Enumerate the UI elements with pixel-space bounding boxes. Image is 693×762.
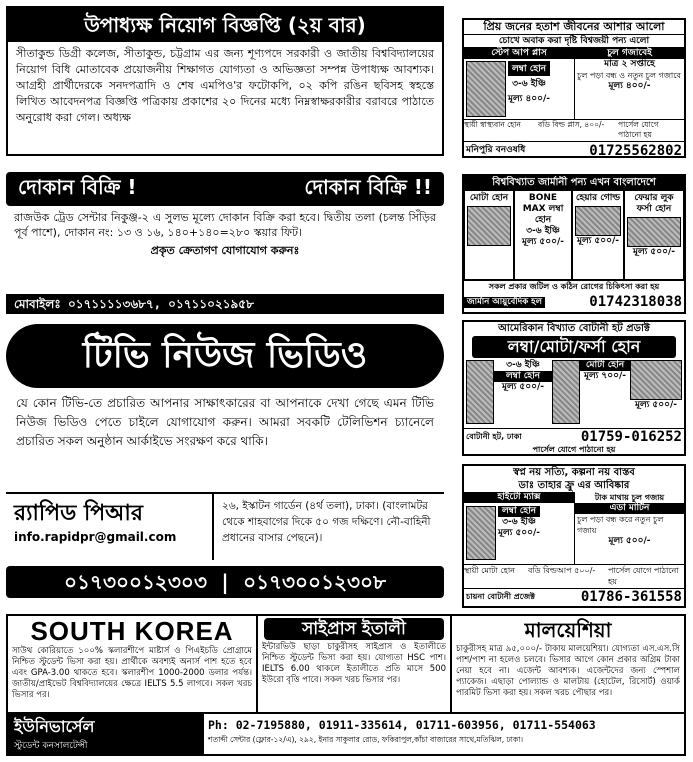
ad-dream-taller: লম্বা হোন [498,506,540,517]
ad-shop-sale [6,172,444,314]
ad-tv-news [6,324,444,598]
ad-tv-phones: ০১৭৩০০১২৩০৩ | ০১৭৩০০১২৩০৮ [6,566,444,598]
ad-german-price-1: মূল্য ৫০০/- [576,236,619,246]
ad-height1-inches: ৩-৬ ইঞ্চি [512,79,546,89]
ad-height1-products [464,47,684,119]
ad-dream-price1: মূল্য ৫০০/- [498,528,541,538]
ad-german-title: বিশ্ববিখ্যাত জার্মানী পন্য এখন বাংলাদেশে [464,176,684,190]
ad-height1-weeks: মাত্র ২ সপ্তাহে [604,59,655,69]
ad-dream-product2: এডা মার্টিন [575,503,684,514]
ad-dream-bald: টাক মাথায় চুল গজায় [594,493,665,502]
ad-dream-left [464,492,574,564]
ad-tv-brand: র‍্যাপিড পিআর [14,501,143,526]
ad-study-korea [8,616,258,712]
ad-dream-inches: ৩-৬ ইঞ্চি [502,517,536,527]
ad-dream-title: স্বপ্ন নয় সত্যি, কল্পনা নয় বাস্তব [513,467,635,478]
ad-german-item-3 [624,190,684,280]
ad-botany-inches: ৩-৬ ইঞ্চি [506,360,540,370]
ad-botany-footer: পার্সেল যোগে পাঠানো হয় [532,445,616,454]
ad-tv-title: টিভি নিউজ ভিডিও [6,324,444,388]
ad-botany-price-1: মূল্য ৭০০/- [583,371,627,381]
ad-german-item-2-label: হেয়ার গোল্ড [575,193,621,203]
ad-study-malaysia-title: মালয়েশিয়া [524,618,612,642]
ad-study-malaysia [452,616,684,712]
ad-german-products [464,190,684,280]
ad-dream-bottom-row [464,564,684,588]
ad-botany-col-3 [630,360,682,426]
ad-shop-title-right: দোকান বিক্রি !! [304,174,432,199]
ad-german-footer: সকল প্রকার জটিল ও কঠিন রোগের চিকিৎসা করা হয় [464,280,684,292]
ad-height1-sex-power: স্থায়ী স্বাস্থ্যবান হোন [464,120,521,129]
ad-botany-photo-2-icon [552,360,580,424]
ad-height1-right [574,47,684,119]
ad-dream-price2: মূল্য ৫০০/- [608,536,651,546]
ad-botany-headline: লম্বা/মোটা/ফর্সা হোন [472,336,676,358]
ad-shop-buyers: প্রকৃত ক্রেতাগণ যোগাযোগ করুনঃ [150,244,300,257]
ad-study-korea-body: সাউথ কোরিয়াতে ১০০% স্কলারশীপে মাষ্টার্স ও পিএইচডি প্রোগ্রামে নিশ্চিত স্টুডেন্ট ভিসা করা হয়। প্রার্থীকে অবশ্যই অনার্স পাশ হতে হবে এবং GPA-3.00 থাকতে হবে। স্কলারশীপ 1000-2000 ডলার পর্যন্ত। জাতীয়/প্রাইভেট বিশ্ববিদ্যালয়ের ক্ষেত্রে IELTS 5.5 লাগবে। সকল খরচ ভিসার পর। [12,646,252,700]
ad-study-cyprus-title: সাইপ্রাস ইতালী [264,618,444,640]
ad-dream-body-build: বডি বিল্ডআপ ৫০০/- [528,566,596,575]
ad-vice-principal-title: উপাধ্যক্ষ নিয়োগ বিজ্ঞপ্তি (২য় বার) [8,8,442,42]
ad-german-contact [464,292,684,312]
ad-height1-title: প্রিয় জনের হতাশ জীবনের আশার আলো [464,20,684,35]
ad-german-item-1 [514,190,572,280]
ad-dream-phone: 01786-361558 [580,588,682,605]
ad-height1-home-delivery: পার্সেল যোগে পাঠানো হয় [618,120,659,139]
ad-height1-company: মনিপুরি বনওষধি [466,145,526,155]
ad-height1-photo-icon [466,61,506,117]
ad-botany-company: বোটানী হট, ঢাকা [466,432,522,441]
ad-study-cyprus-body: ইন্টারভিউ ছাড়া চাকুরীসহ সাইপ্রাস ও ইতালীতে নিশ্চিত স্টুডেন্ট ভিসা করা হয়। যোগ্যতা HSC পাশ। IELTS 6.00 থাকলে ইতালীতে প্রতি মাসে 500 ইউরো বৃত্তি পাবে। সকল খরচ ভিসার পর। [262,642,446,685]
ad-dream-products [464,492,684,564]
ad-botany-fat: মোটা হোন [580,360,630,371]
ad-german-price-2: মূল্য ৫০০/- [632,247,675,257]
ad-height1-hair-stop: চুল পড়া বন্ধ ও নতুন চুল গজাবে [577,71,681,80]
ad-botany-title: আমেরিকান বিখ্যাত বোটানী হট প্রডাক্ট [498,323,650,334]
ad-dream-left-info [498,506,540,539]
ad-tv-contact-row [6,492,444,560]
ad-shop-title-left: দোকান বিক্রি ! [18,174,137,199]
ad-dream [462,464,686,608]
ad-shop-mobile: মোবাইলঃ ০১৭১১১১৩৬৮৭, ০১৭১১০২১৯৫৮ [6,294,444,314]
ad-dream-product1: হাইটো ম্যাক্স [464,492,574,503]
ad-german-price-0: মূল্য ৫০০/- [521,237,564,247]
ad-height1-phone: 01725562802 [589,142,682,158]
ad-german-inches: ৩-৬ ইঞ্চি [526,226,560,236]
ad-german-item-3-label: ফেয়ার লুক ফর্সা হোন [634,193,674,214]
ad-dream-home-delivery: পার্সেল যোগে পাঠানো হয় [608,566,679,586]
ad-height1-bottom-row [464,119,684,141]
ad-study-brand-sub: স্টুডেন্ট কনসালটেন্সী [14,741,88,751]
ad-study-columns [8,616,684,712]
ad-botany-col-1 [494,360,552,426]
ad-dream-hair: চুল পড়া বন্ধ করে নতুন চুল গজায় [577,515,664,535]
ad-study-cyprus [258,616,452,712]
ad-study-phones: Ph: 02-7195880, 01911-335614, 01711-603956, 01711-554063 [208,718,596,732]
ad-tv-body: যে কোন টিভি-তে প্রচারিত আপনার সাক্ষাৎকারের বা আপনাকে দেখা গেছে এমন টিভি নিউজ ভিডিও পেতে চাইলে যোগাযোগ করুন। আমরা সবকটি টেলিভিশন চ্যানেলে প্রচারিত সকল অনুষ্ঠান আর্কাইভে সংরক্ষণ করে থাকি। [16,396,434,448]
ad-height1-taller: লম্বা হোন [508,61,550,76]
ad-dream-company: চায়না বোটানী প্রজেক্ট [466,592,535,601]
ad-botany-taller: লম্বা হোন [494,371,552,382]
ad-study-contact [204,714,684,754]
ad-german-item-0-photo-icon [467,206,511,246]
ad-dream-fat: স্থায়ী মোটা হোন [464,566,515,575]
ad-german-item-0 [464,190,514,280]
ad-german-item-0-label: মোটা হোন [469,193,509,203]
ad-tv-address: ২৬, ইস্কাটন গার্ডেন (৪র্থ তলা), ঢাকা। (বাংলামটর থেকে শাহবাগের দিকে ৫০ গজ দক্ষিণে। নৌ-বাহিনী প্রধানের বাসার পেছনে)। [222,500,431,544]
ad-botany-products [464,358,684,428]
ad-botany-price-0: মূল্য ৫০০/- [501,382,544,392]
ad-vice-principal [6,6,444,156]
ad-botany-col-2 [580,360,630,426]
ad-height1-product1: স্টেপ আপ প্লাস [464,47,574,59]
ad-height1-footer [464,141,684,158]
ad-study-brand: ইউনিভার্সেল [14,717,95,736]
ad-study-abroad [6,614,686,756]
ad-height1-body-build: বডি বিল্ড প্লাস, ৪০০/- [538,120,605,129]
ad-study-address: শতাব্দী সেন্টার (ফ্লোর-১২/এ), ২৯২, ইনার সাকুলার রোড, ফকিরাপুল,কাঁচা বাজারের সাথে,মতিঝিল, ঢাকা। [208,735,524,744]
ad-study-malaysia-body: চাকুরীসহ মাত্র ৯৫,০০০/- টাকায় মালয়েশিয়া। যোগ্যতা এস.এস.সি পাশ/পাশ না হলেও চলবে। ভিসার আগে কোন প্রকার অগ্রিম টাকা নেয়া হবে না। এজেন্ট আবশ্যক। এজেন্টদের জন্য স্পেশাল প্যাকেজ। এছাড়া পোল্যান্ড ও মালটায় (হোটেল, রিসোর্ট) ওয়ার্ক পারমিট ভিসা করা হয়। সকল খরচ পৌছার পর। [456,644,680,698]
ad-botany-photo-1-icon [466,360,494,424]
ad-height1-subtitle: চোখে অবাক করা দৃষ্টি বিশ্বজয়ী পন্য এলো [498,36,650,46]
ad-height1-product2: চুল গজাবেই [575,47,684,59]
ad-shop-title-bar [6,172,444,206]
ad-german-item-3-photo-icon [627,217,681,247]
ad-botany-photo-3-icon [630,360,682,400]
ad-tv-brand-box [6,494,214,560]
ad-shop-body: রাজউক ট্রেড সেন্টার নিকুঞ্জ-২ এ সুলভ মূল্যে দোকান বিক্রি করা হবে। দ্বিতীয় তলা (চলন্ত সিঁড়ির পূর্ব পাশে), দোকান নং: ১৩ ও ১৬, ১৪০+১৪০=২৮০ স্কয়ার ফিট। [14,211,436,239]
ad-height1-price1: মূল্য ৪০০/- [508,94,551,104]
ad-study-footer [8,712,684,754]
ad-botany-contact [464,428,684,444]
ad-vice-principal-body: সীতাকুন্ড ডিগ্রী কলেজ, সীতাকুন্ড, চট্টগ্রাম এর জন্য শূণ্যপদে সরকারী ও জাতীয় বিশ্ববিদ্যালয়ের নিয়োগ বিধি মোতাবেক প্রয়োজনীয় শিক্ষাগত যোগ্যতা ও অভিজ্ঞতা সম্পন্ন উপাধ্যক্ষ আবশ্যক। আগ্রহী প্রার্থীদেরকে সনদপত্রাদি ও শেষ এমপিও'র ফটোকপি, ০২ কপি রঙিন ছবিসহ স্বহস্তে লিখিত আবেদনপত্র বিজ্ঞপ্তি পত্রিকায় প্রকাশের ২০ দিনের মধ্যে নিম্নস্বাক্ষরকারীর বরাবরে পাঠাতে অনুরোধ করা গেল। অধ্যক্ষ [16,47,434,124]
ad-tv-email: info.rapidpr@gmail.com [14,530,177,544]
ad-study-korea-title: SOUTH KOREA [30,616,234,646]
ad-dream-photo-1-icon [466,506,496,560]
ad-dream-contact [464,588,684,604]
ad-height1-left [464,47,574,119]
ad-botany-price-2: মূল্য ৫০০/- [634,400,677,410]
ad-german-company: জার্মান আয়ুর্বেদিক হল [464,297,545,308]
ad-height-1 [462,18,686,158]
ad-botany-phone: 01759-016252 [580,428,682,445]
ad-botany [462,320,686,456]
ad-height1-price2: মূল্য ৪০০/- [608,81,651,91]
ad-german [462,174,686,314]
ad-german-phone: 01742318038 [589,294,682,310]
ad-german-item-1-label: BONE MAX লম্বা হোন [522,193,564,225]
ad-study-brand-box [8,714,204,754]
ad-dream-right [574,492,684,564]
ad-german-item-2 [572,190,624,280]
ad-german-item-2-photo-icon [575,206,621,236]
ad-dream-subtitle: ডাঃ তাহার ফ্রু এর আবিষ্কার [518,480,630,491]
ad-height1-info [508,61,550,106]
